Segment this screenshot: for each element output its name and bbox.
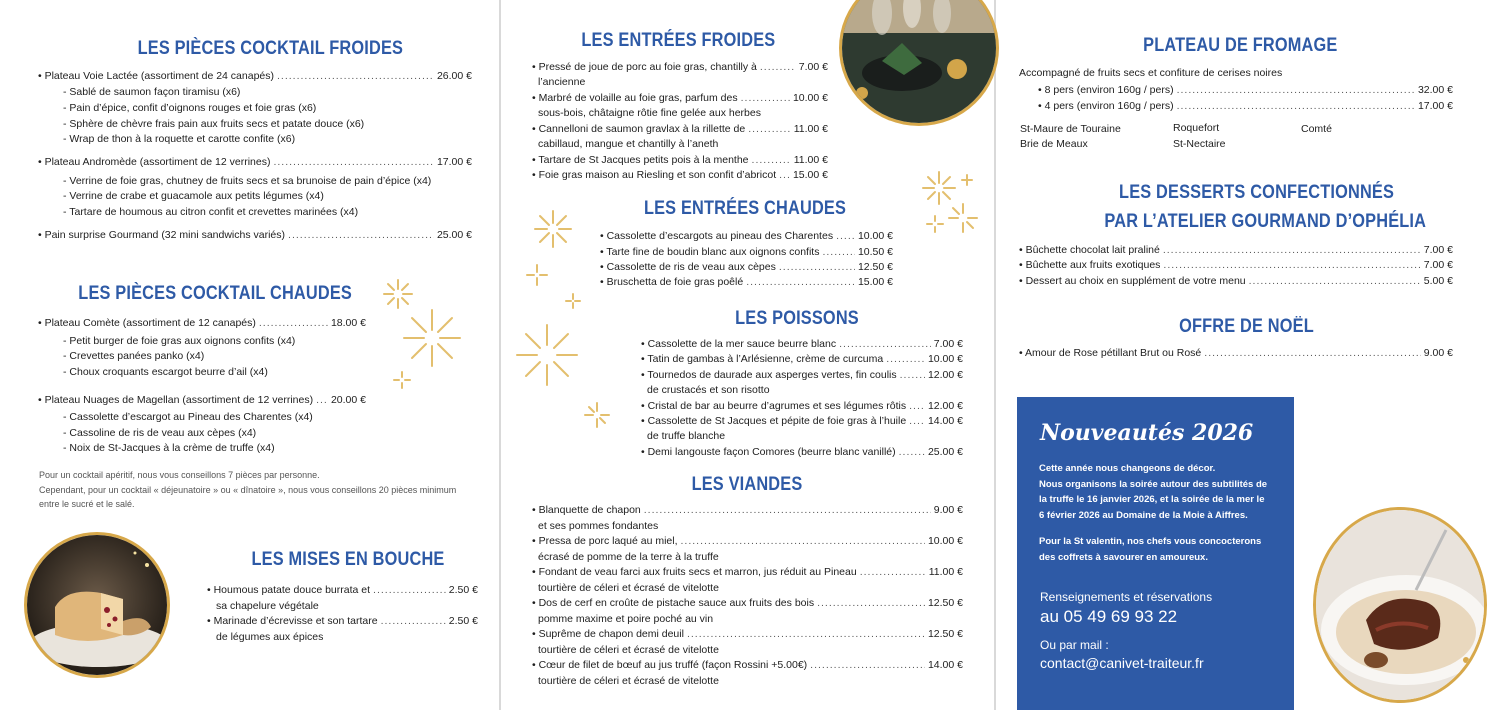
sparkle-decoration [915, 168, 985, 248]
sub-item: - Pain d’épice, confit d’oignons rouges et foie gras (x6) [63, 102, 317, 114]
nouveautes-line: Cette année nous changeons de décor. [1039, 463, 1216, 474]
nouveautes-p2 [1039, 534, 1261, 565]
menu-item-continuation: sous-bois, châtaigne rôtie fine gelée aux herbes [538, 107, 761, 119]
sub-item: - Cassolette d’escargot au Pineau des Charentes (x4) [63, 411, 313, 423]
menu-item-continuation: l’ancienne [538, 76, 586, 88]
menu-item: • Cassolette de St Jacques et pépite de foie gras à l’huile ..... 14.00 € [641, 415, 963, 428]
menu-item: • Tarte fine de boudin blanc aux oignons confits ..... 10.50 € [600, 246, 893, 259]
menu-item-continuation: tourtière de céleri et écrasé de vitelotte [538, 675, 719, 687]
sub-item: - Noix de St-Jacques à la crème de truffe (x4) [63, 442, 275, 454]
menu-item-continuation: cabillaud, mangue et chantilly à l’aneth [538, 138, 719, 150]
email-link[interactable]: contact@canivet-traiteur.fr [1040, 655, 1204, 671]
section-title-viandes: LES VIANDES [691, 474, 803, 495]
menu-item: • Tatin de gambas à l’Arlésienne, crème de curcuma ..... 10.00 € [641, 353, 963, 366]
menu-item-continuation: de truffe blanche [647, 430, 726, 442]
menu-item: • Plateau Andromède (assortiment de 12 verrines) ..... 17.00 € [38, 156, 472, 169]
menu-item: • Bûchette chocolat lait praliné ..... 7.00 € [1019, 244, 1453, 257]
menu-item: • Demi langouste façon Comores (beurre blanc vanillé) ..... 25.00 € [641, 446, 963, 459]
beef-dish-photo [1313, 507, 1487, 703]
menu-item: • Cassolette d’escargots au pineau des Charentes ..... 10.00 € [600, 230, 893, 243]
menu-item: • Cassolette de la mer sauce beurre blanc ..... 7.00 € [641, 338, 963, 351]
panel-divider-2 [994, 0, 996, 710]
sub-item: - Wrap de thon à la roquette et carotte confite (x6) [63, 133, 296, 145]
section-title-entrees-chaudes: LES ENTRÉES CHAUDES [643, 198, 847, 219]
sub-item: - Verrine de crabe et guacamole aux petits légumes (x4) [63, 190, 324, 202]
nouveautes-line: 6 février 2026 au Domaine de la Moie à Aiffres. [1039, 509, 1248, 521]
menu-item-continuation: et ses pommes fondantes [538, 520, 659, 532]
section-title-desserts: LES DESSERTS CONFECTIONNÉS [1119, 182, 1395, 203]
menu-item-continuation: tourtière de céleri et écrasé de vitelotte [538, 644, 719, 656]
menu-item: • Cassolette de ris de veau aux cèpes ..... 12.50 € [600, 261, 893, 274]
nouveautes-line: Pour la St valentin, nos chefs vous concocterons [1039, 536, 1262, 547]
menu-item: • Fondant de veau farci aux fruits secs et marron, jus réduit au Pineau ..... 11.00 € [532, 566, 963, 579]
menu-item: • Blanquette de chapon ..... 9.00 € [532, 504, 963, 517]
cheese-name: St-Nectaire [1173, 138, 1226, 150]
section-title-poissons: LES POISSONS [735, 308, 859, 329]
menu-item: • Bûchette aux fruits exotiques ..... 7.00 € [1019, 259, 1453, 272]
table-setting-photo [839, 0, 999, 126]
menu-item-continuation: tourtière de céleri et écrasé de vitelotte [538, 582, 719, 594]
menu-item: • Marbré de volaille au foie gras, parfum des ..... 10.00 € [532, 92, 828, 105]
nouveautes-title: Nouveautés 2026 [1040, 420, 1254, 446]
menu-item: • Pain surprise Gourmand (32 mini sandwichs variés) ..... 25.00 € [38, 229, 472, 242]
sub-item: - Choux croquants escargot beurre d’ail (x4) [63, 366, 268, 378]
menu-item: • Foie gras maison au Riesling et son confit d’abricot ..... 15.00 € [532, 169, 828, 182]
menu-item-continuation: de légumes aux épices [216, 631, 324, 643]
section-title-cocktail-chaudes: LES PIÈCES COCKTAIL CHAUDES [78, 283, 352, 304]
menu-item: • Pressa de porc laqué au miel, ..... 10.00 € [532, 535, 963, 548]
foie-gras-photo [24, 532, 170, 678]
cheese-name: Brie de Meaux [1020, 138, 1088, 150]
menu-item: • Amour de Rose pétillant Brut ou Rosé ..... 9.00 € [1019, 347, 1453, 360]
sub-item: - Verrine de foie gras, chutney de fruits secs et sa brunoise de pain d’épice (x4) [63, 175, 432, 187]
menu-item: • Cristal de bar au beurre d’agrumes et ses légumes rôtis ..... 12.00 € [641, 400, 963, 413]
menu-item: • Cœur de filet de bœuf au jus truffé (façon Rossini +5.00€) ..... 14.00 € [532, 659, 963, 672]
menu-item: • Pressé de joue de porc au foie gras, chantilly à ..... 7.00 € [532, 61, 828, 74]
section-title-noel: OFFRE DE NOËL [1179, 316, 1314, 337]
sub-item: - Cassoline de ris de veau aux cèpes (x4) [63, 427, 257, 439]
sparkle-decoration [372, 276, 512, 416]
cheese-name: St-Maure de Touraine [1020, 123, 1121, 135]
section-title-entrees-froides: LES ENTRÉES FROIDES [581, 30, 776, 51]
section-title-fromage: PLATEAU DE FROMAGE [1143, 35, 1338, 56]
section-title-desserts-2: PAR L’ATELIER GOURMAND D’OPHÉLIA [1104, 211, 1427, 232]
sub-item: - Sablé de saumon façon tiramisu (x6) [63, 86, 241, 98]
menu-item: • Plateau Nuages de Magellan (assortiment de 12 verrines) ..... 20.00 € [38, 394, 366, 407]
menu-item-continuation: écrasé de pomme de la terre à la truffe [538, 551, 719, 563]
menu-item: • Plateau Voie Lactée (assortiment de 24 canapés) ..... 26.00 € [38, 70, 472, 83]
menu-item: • Tartare de St Jacques petits pois à la menthe ..... 11.00 € [532, 154, 828, 167]
contact-label: Renseignements et réservations [1040, 590, 1213, 604]
nouveautes-line: la truffe le 16 janvier 2026, et la soirée de la mer le [1039, 494, 1265, 505]
sub-item: - Tartare de houmous au citron confit et crevettes marinées (x4) [63, 206, 359, 218]
cocktail-note: Pour un cocktail apéritif, nous vous conseillons 7 pièces par personne. [39, 470, 320, 480]
menu-item-continuation: de crustacés et son risotto [647, 384, 770, 396]
mail-label: Ou par mail : [1040, 638, 1109, 652]
section-title-cocktail-froides: LES PIÈCES COCKTAIL FROIDES [137, 38, 404, 59]
cocktail-note: Cependant, pour un cocktail « déjeunatoire » ou « dînatoire », nous vous conseillons 20 pièces minimum [39, 485, 457, 495]
nouveautes-box [1017, 397, 1294, 710]
phone-number[interactable]: au 05 49 69 93 22 [1040, 607, 1178, 626]
menu-item: • Bruschetta de foie gras poêlé ..... 15.00 € [600, 276, 893, 289]
nouveautes-line: Nous organisons la soirée autour des subtilités de [1039, 478, 1268, 490]
menu-item-continuation: pomme maxime et poire poché au vin [538, 613, 714, 625]
nouveautes-line: des coffrets à savourer en amoureux. [1039, 551, 1208, 563]
sub-item: - Petit burger de foie gras aux oignons confits (x4) [63, 335, 296, 347]
menu-item: • Dessert au choix en supplément de votre menu ..... 5.00 € [1019, 275, 1453, 288]
menu-item: • Tournedos de daurade aux asperges vertes, fin coulis ..... 12.00 € [641, 369, 963, 382]
menu-item-continuation: sa chapelure végétale [216, 600, 319, 612]
section-title-mises-en-bouche: LES MISES EN BOUCHE [251, 549, 445, 570]
nouveautes-p1 [1039, 461, 1267, 523]
sub-item: - Sphère de chèvre frais pain aux fruits secs et patate douce (x6) [63, 118, 365, 130]
fromage-intro: Accompagné de fruits secs et confiture de cerises noires [1019, 67, 1283, 79]
cheese-name: Comté [1301, 123, 1332, 135]
menu-item: • 8 pers (environ 160g / pers) ..... 32.00 € [1038, 84, 1453, 97]
menu-item: • 4 pers (environ 160g / pers) ..... 17.00 € [1038, 100, 1453, 113]
cocktail-note: entre le sucré et le salé. [39, 499, 135, 509]
sub-item: - Crevettes panées panko (x4) [63, 350, 205, 362]
menu-item: • Marinade d’écrevisse et son tartare ..... 2.50 € [207, 615, 478, 628]
menu-item: • Houmous patate douce burrata et ..... 2.50 € [207, 584, 478, 597]
menu-item: • Cannelloni de saumon gravlax à la rillette de ..... 11.00 € [532, 123, 828, 136]
menu-item: • Dos de cerf en croûte de pistache sauce aux fruits des bois ..... 12.50 € [532, 597, 963, 610]
cheese-name: Roquefort [1173, 122, 1220, 134]
menu-item: • Plateau Comète (assortiment de 12 canapés) ..... 18.00 € [38, 317, 366, 330]
menu-item: • Suprême de chapon demi deuil ..... 12.50 € [532, 628, 963, 641]
